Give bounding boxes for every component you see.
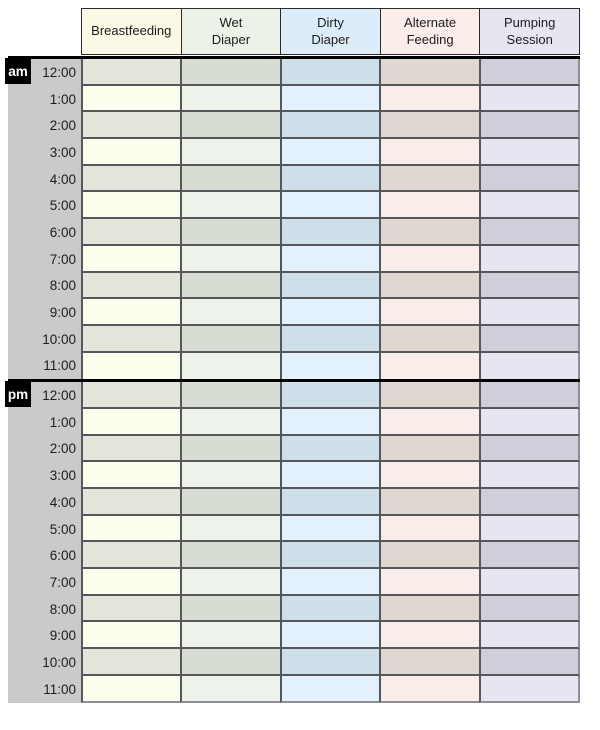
- column-header-label-line: Session: [506, 31, 553, 47]
- log-cell-dirty-diaper-pm-300: [280, 462, 379, 489]
- log-cell-breastfeeding-pm-1100: [81, 676, 180, 703]
- time-label-am-1000: 10:00: [8, 326, 81, 353]
- log-cell-wet-diaper-pm-800: [180, 596, 279, 623]
- column-header-label-line: Dirty: [317, 15, 344, 31]
- log-cell-dirty-diaper-pm-600: [280, 542, 379, 569]
- log-cell-wet-diaper-am-400: [180, 166, 279, 193]
- column-header-wet-diaper: [181, 8, 282, 55]
- row-am-800: [8, 273, 580, 300]
- log-cell-wet-diaper-pm-1100: [180, 676, 279, 703]
- log-cell-alternate-feeding-pm-700: [379, 569, 478, 596]
- time-label-pm-300: 3:00: [8, 462, 81, 489]
- log-cell-pumping-session-am-500: [479, 192, 580, 219]
- log-cell-wet-diaper-am-600: [180, 219, 279, 246]
- section-badge-am: am: [5, 58, 31, 84]
- log-cell-pumping-session-am-300: [479, 139, 580, 166]
- row-am-1000: [8, 326, 580, 353]
- log-cell-wet-diaper-am-700: [180, 246, 279, 273]
- row-pm-100: [8, 409, 580, 436]
- section-badge-pm: pm: [5, 381, 31, 407]
- log-cell-dirty-diaper-am-100: [280, 86, 379, 113]
- column-header-row: [81, 8, 580, 55]
- log-cell-pumping-session-am-1000: [479, 326, 580, 353]
- row-am-200: [8, 112, 580, 139]
- log-cell-pumping-session-pm-200: [479, 436, 580, 463]
- row-pm-200: [8, 436, 580, 463]
- log-cell-alternate-feeding-am-900: [379, 299, 478, 326]
- time-label-pm-1000: 10:00: [8, 649, 81, 676]
- time-label-am-500: 5:00: [8, 192, 81, 219]
- column-header-label-line: Breastfeeding: [91, 23, 172, 39]
- log-cell-alternate-feeding-pm-200: [379, 436, 478, 463]
- log-cell-dirty-diaper-pm-800: [280, 596, 379, 623]
- time-label-pm-1200: 12:00: [8, 382, 81, 409]
- row-pm-500: [8, 516, 580, 543]
- row-am-400: [8, 166, 580, 193]
- log-cell-wet-diaper-pm-300: [180, 462, 279, 489]
- log-cell-breastfeeding-pm-1200: [81, 382, 180, 409]
- row-am-1200: [8, 59, 580, 86]
- log-cell-dirty-diaper-pm-900: [280, 622, 379, 649]
- time-label-pm-600: 6:00: [8, 542, 81, 569]
- time-label-pm-100: 1:00: [8, 409, 81, 436]
- log-cell-alternate-feeding-pm-100: [379, 409, 478, 436]
- log-cell-dirty-diaper-pm-1200: [280, 382, 379, 409]
- log-cell-wet-diaper-am-1100: [180, 353, 279, 380]
- log-cell-dirty-diaper-am-200: [280, 112, 379, 139]
- log-cell-pumping-session-pm-100: [479, 409, 580, 436]
- log-cell-dirty-diaper-am-700: [280, 246, 379, 273]
- log-cell-pumping-session-pm-1100: [479, 676, 580, 703]
- log-cell-wet-diaper-am-1200: [180, 59, 279, 86]
- log-grid: [8, 56, 580, 703]
- row-pm-600: [8, 542, 580, 569]
- log-cell-pumping-session-pm-300: [479, 462, 580, 489]
- log-cell-alternate-feeding-am-1100: [379, 353, 478, 380]
- log-cell-pumping-session-am-1100: [479, 353, 580, 380]
- log-cell-dirty-diaper-am-800: [280, 273, 379, 300]
- log-cell-alternate-feeding-am-1200: [379, 59, 478, 86]
- log-cell-breastfeeding-am-1000: [81, 326, 180, 353]
- time-label-pm-1100: 11:00: [8, 676, 81, 703]
- column-header-label-line: Wet: [219, 15, 243, 31]
- log-cell-dirty-diaper-am-900: [280, 299, 379, 326]
- log-cell-breastfeeding-am-300: [81, 139, 180, 166]
- log-cell-alternate-feeding-pm-900: [379, 622, 478, 649]
- log-cell-pumping-session-pm-900: [479, 622, 580, 649]
- log-cell-breastfeeding-pm-900: [81, 622, 180, 649]
- log-cell-breastfeeding-pm-600: [81, 542, 180, 569]
- log-cell-alternate-feeding-pm-1100: [379, 676, 478, 703]
- row-pm-1000: [8, 649, 580, 676]
- log-cell-dirty-diaper-am-1200: [280, 59, 379, 86]
- log-cell-alternate-feeding-pm-600: [379, 542, 478, 569]
- column-header-alternate-feeding: [380, 8, 481, 55]
- log-cell-dirty-diaper-pm-700: [280, 569, 379, 596]
- column-header-label-line: Diaper: [311, 31, 350, 47]
- log-cell-breastfeeding-pm-1000: [81, 649, 180, 676]
- log-cell-dirty-diaper-am-500: [280, 192, 379, 219]
- row-pm-700: [8, 569, 580, 596]
- log-cell-wet-diaper-am-100: [180, 86, 279, 113]
- log-cell-wet-diaper-pm-400: [180, 489, 279, 516]
- log-cell-pumping-session-am-600: [479, 219, 580, 246]
- log-cell-breastfeeding-am-800: [81, 273, 180, 300]
- log-cell-pumping-session-am-700: [479, 246, 580, 273]
- log-cell-alternate-feeding-am-200: [379, 112, 478, 139]
- time-label-am-1100: 11:00: [8, 353, 81, 380]
- row-am-100: [8, 86, 580, 113]
- log-cell-wet-diaper-am-200: [180, 112, 279, 139]
- column-header-label-line: Diaper: [211, 31, 251, 47]
- log-cell-dirty-diaper-pm-400: [280, 489, 379, 516]
- log-cell-dirty-diaper-am-300: [280, 139, 379, 166]
- log-cell-wet-diaper-am-1000: [180, 326, 279, 353]
- log-cell-breastfeeding-am-600: [81, 219, 180, 246]
- log-cell-alternate-feeding-am-1000: [379, 326, 478, 353]
- time-label-am-200: 2:00: [8, 112, 81, 139]
- log-cell-dirty-diaper-pm-200: [280, 436, 379, 463]
- time-label-am-400: 4:00: [8, 166, 81, 193]
- time-label-am-100: 1:00: [8, 86, 81, 113]
- log-cell-breastfeeding-am-1100: [81, 353, 180, 380]
- row-pm-1200: [8, 382, 580, 409]
- log-cell-wet-diaper-pm-1200: [180, 382, 279, 409]
- log-cell-breastfeeding-pm-400: [81, 489, 180, 516]
- row-am-900: [8, 299, 580, 326]
- log-cell-alternate-feeding-am-500: [379, 192, 478, 219]
- column-header-label-line: Alternate: [404, 15, 457, 31]
- log-cell-dirty-diaper-am-1000: [280, 326, 379, 353]
- row-am-300: [8, 139, 580, 166]
- time-label-pm-200: 2:00: [8, 436, 81, 463]
- time-label-pm-900: 9:00: [8, 622, 81, 649]
- log-cell-pumping-session-am-800: [479, 273, 580, 300]
- log-cell-alternate-feeding-am-800: [379, 273, 478, 300]
- log-cell-wet-diaper-pm-100: [180, 409, 279, 436]
- log-cell-wet-diaper-pm-1000: [180, 649, 279, 676]
- log-cell-dirty-diaper-pm-500: [280, 516, 379, 543]
- log-cell-breastfeeding-pm-800: [81, 596, 180, 623]
- log-cell-breastfeeding-am-700: [81, 246, 180, 273]
- log-cell-pumping-session-pm-1000: [479, 649, 580, 676]
- time-label-pm-500: 5:00: [8, 516, 81, 543]
- log-cell-dirty-diaper-pm-1000: [280, 649, 379, 676]
- time-label-am-300: 3:00: [8, 139, 81, 166]
- row-pm-800: [8, 596, 580, 623]
- log-cell-breastfeeding-pm-300: [81, 462, 180, 489]
- log-cell-pumping-session-pm-800: [479, 596, 580, 623]
- log-cell-pumping-session-am-1200: [479, 59, 580, 86]
- time-label-pm-700: 7:00: [8, 569, 81, 596]
- column-header-pumping-session: [479, 8, 580, 55]
- log-cell-alternate-feeding-pm-800: [379, 596, 478, 623]
- log-cell-alternate-feeding-am-400: [379, 166, 478, 193]
- log-cell-wet-diaper-am-900: [180, 299, 279, 326]
- log-cell-dirty-diaper-pm-100: [280, 409, 379, 436]
- time-label-am-1200: 12:00: [8, 59, 81, 86]
- log-cell-breastfeeding-am-100: [81, 86, 180, 113]
- log-cell-breastfeeding-am-900: [81, 299, 180, 326]
- time-label-am-600: 6:00: [8, 219, 81, 246]
- row-pm-300: [8, 462, 580, 489]
- log-cell-pumping-session-am-900: [479, 299, 580, 326]
- log-cell-alternate-feeding-am-300: [379, 139, 478, 166]
- log-cell-breastfeeding-am-500: [81, 192, 180, 219]
- log-cell-pumping-session-pm-600: [479, 542, 580, 569]
- log-cell-breastfeeding-pm-100: [81, 409, 180, 436]
- log-cell-breastfeeding-am-200: [81, 112, 180, 139]
- row-pm-400: [8, 489, 580, 516]
- row-am-1100: [8, 353, 580, 380]
- log-cell-wet-diaper-am-500: [180, 192, 279, 219]
- section-pm: [8, 379, 580, 702]
- log-cell-breastfeeding-am-1200: [81, 59, 180, 86]
- column-header-breastfeeding: [81, 8, 182, 55]
- log-cell-alternate-feeding-am-100: [379, 86, 478, 113]
- log-cell-alternate-feeding-pm-400: [379, 489, 478, 516]
- log-cell-wet-diaper-am-800: [180, 273, 279, 300]
- log-cell-wet-diaper-pm-200: [180, 436, 279, 463]
- log-cell-dirty-diaper-am-600: [280, 219, 379, 246]
- log-cell-pumping-session-pm-500: [479, 516, 580, 543]
- column-header-dirty-diaper: [280, 8, 381, 55]
- log-cell-wet-diaper-pm-500: [180, 516, 279, 543]
- log-cell-breastfeeding-pm-500: [81, 516, 180, 543]
- log-cell-alternate-feeding-am-600: [379, 219, 478, 246]
- row-am-500: [8, 192, 580, 219]
- log-cell-pumping-session-pm-1200: [479, 382, 580, 409]
- log-cell-dirty-diaper-pm-1100: [280, 676, 379, 703]
- log-cell-alternate-feeding-pm-1000: [379, 649, 478, 676]
- log-cell-alternate-feeding-pm-300: [379, 462, 478, 489]
- log-cell-wet-diaper-pm-900: [180, 622, 279, 649]
- log-cell-breastfeeding-pm-200: [81, 436, 180, 463]
- column-header-label-line: Pumping: [504, 15, 556, 31]
- log-cell-pumping-session-pm-400: [479, 489, 580, 516]
- time-label-pm-400: 4:00: [8, 489, 81, 516]
- time-label-am-800: 8:00: [8, 273, 81, 300]
- log-cell-pumping-session-am-200: [479, 112, 580, 139]
- section-am: [8, 56, 580, 379]
- log-cell-wet-diaper-am-300: [180, 139, 279, 166]
- log-cell-dirty-diaper-am-1100: [280, 353, 379, 380]
- log-cell-alternate-feeding-pm-1200: [379, 382, 478, 409]
- row-pm-900: [8, 622, 580, 649]
- time-label-am-900: 9:00: [8, 299, 81, 326]
- row-pm-1100: [8, 676, 580, 703]
- log-cell-dirty-diaper-am-400: [280, 166, 379, 193]
- log-cell-pumping-session-pm-700: [479, 569, 580, 596]
- time-label-pm-800: 8:00: [8, 596, 81, 623]
- column-header-label-line: Feeding: [406, 31, 454, 47]
- time-label-am-700: 7:00: [8, 246, 81, 273]
- log-cell-alternate-feeding-am-700: [379, 246, 478, 273]
- row-am-600: [8, 219, 580, 246]
- log-cell-pumping-session-am-100: [479, 86, 580, 113]
- log-cell-wet-diaper-pm-600: [180, 542, 279, 569]
- log-cell-breastfeeding-pm-700: [81, 569, 180, 596]
- log-cell-wet-diaper-pm-700: [180, 569, 279, 596]
- log-cell-breastfeeding-am-400: [81, 166, 180, 193]
- row-am-700: [8, 246, 580, 273]
- log-cell-alternate-feeding-pm-500: [379, 516, 478, 543]
- log-cell-pumping-session-am-400: [479, 166, 580, 193]
